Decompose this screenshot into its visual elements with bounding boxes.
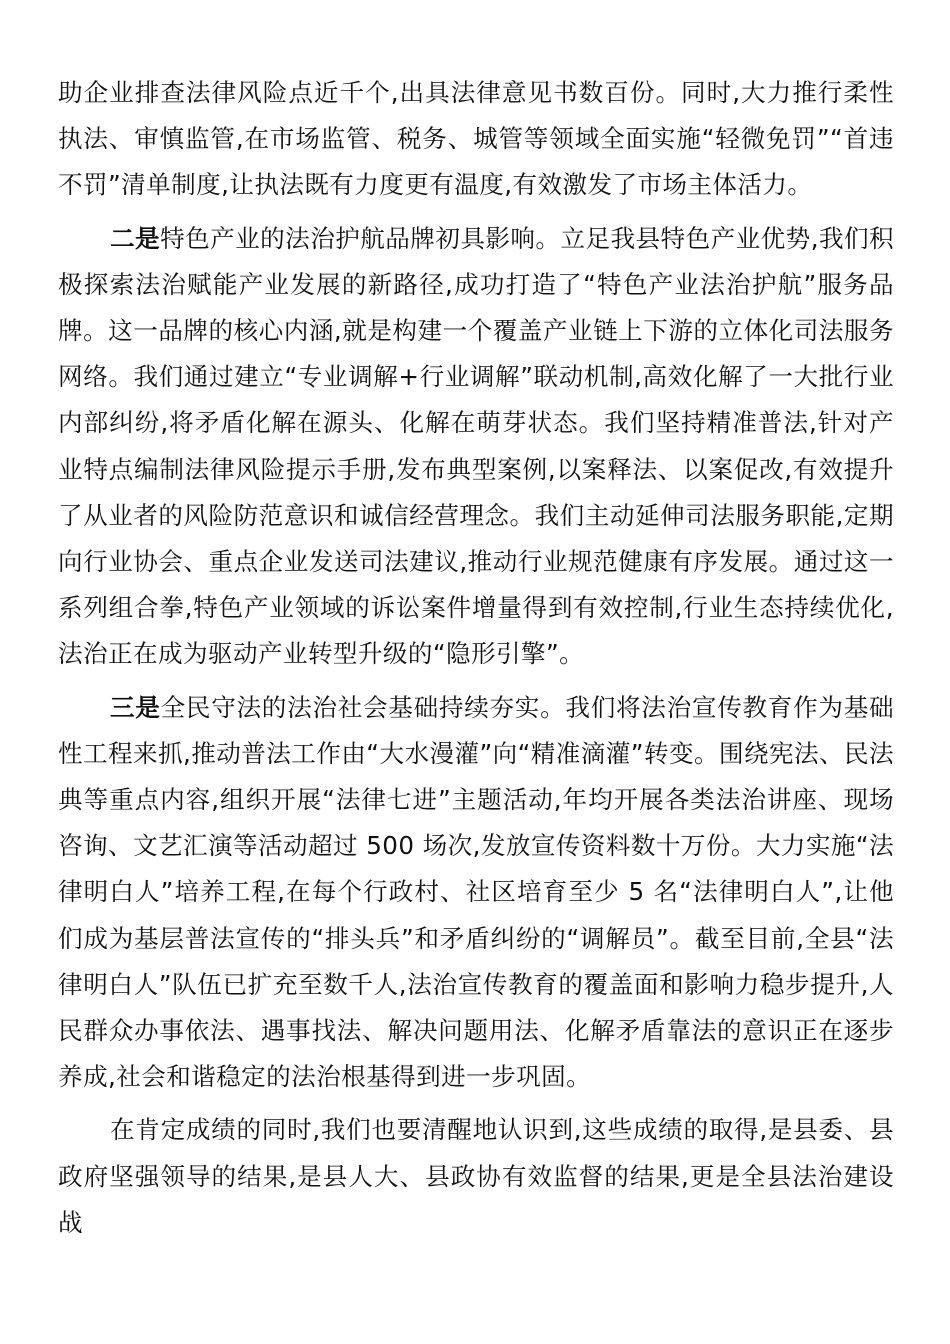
paragraph-third-point (58, 685, 894, 1101)
paragraph-lead: 二是 (110, 223, 161, 253)
paragraph-text: 助企业排查法律风险点近千个,出具法律意见书数百份。同时,大力推行柔性执法、审慎监管,在市场监管、税务、城管等领域全面实施“轻微免罚”“首违不罚”清单制度,让执法既有力度更有温度,有效激发了市场主体活力。 (58, 78, 894, 200)
paragraph-summary (58, 1107, 894, 1246)
paragraph-second-point (58, 216, 894, 678)
paragraph-lead: 三是 (110, 692, 161, 722)
paragraph-text: 特色产业的法治护航品牌初具影响。立足我县特色产业优势,我们积极探索法治赋能产业发展的新路径,成功打造了“特色产业法治护航”服务品牌。这一品牌的核心内涵,就是构建一个覆盖产业链上下游的立体化司法服务网络。我们通过建立“专业调解+行业调解”联动机制,高效化解了一大批行业内部纠纷,将矛盾化解在源头、化解在萌芽状态。我们坚持精准普法,针对产业特点编制法律风险提示手册,发布典型案例,以案释法、以案促改,有效提升了从业者的风险防范意识和诚信经营理念。我们主动延伸司法服务职能,定期向行业协会、重点企业发送司法建议,推动行业规范健康有序发展。通过这一系列组合拳,特色产业领域的诉讼案件增量得到有效控制,行业生态持续优化,法治正在成为驱动产业转型升级的“隐形引擎”。 (58, 223, 894, 669)
document-page (58, 70, 894, 1253)
paragraph-text: 全民守法的法治社会基础持续夯实。我们将法治宣传教育作为基础性工程来抓,推动普法工作由“大水漫灌”向“精准滴灌”转变。围绕宪法、民法典等重点内容,组织开展“法律七进”主题活动,年均开展各类法治讲座、现场咨询、文艺汇演等活动超过 500 场次,发放宣传资料数十万份。大力实施“法律明白人”培养工程,在每个行政村、社区培育至少 5 名“法律明白人”,让他们成为基层普法宣传的“排头兵”和矛盾纠纷的“调解员”。截至目前,全县“法律明白人”队伍已扩充至数千人,法治宣传教育的覆盖面和影响力稳步提升,人民群众办事依法、遇事找法、解决问题用法、化解矛盾靠法的意识正在逐步养成,社会和谐稳定的法治根基得到进一步巩固。 (58, 692, 894, 1092)
paragraph-text: 在肯定成绩的同时,我们也要清醒地认识到,这些成绩的取得,是县委、县政府坚强领导的结果,是县人大、县政协有效监督的结果,更是全县法治建设战 (58, 1115, 894, 1237)
paragraph-continuation (58, 70, 894, 209)
